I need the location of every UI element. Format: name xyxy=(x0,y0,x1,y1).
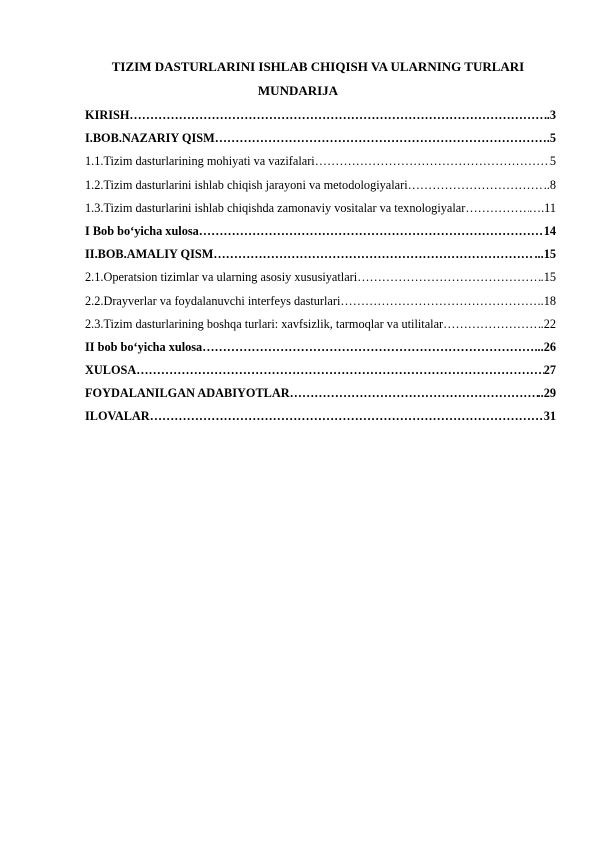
toc-entry-label: 2.3.Tizim dasturlarining boshqa turlari: xavfsizlik, tarmoqlar va utilitalar xyxy=(85,316,444,331)
toc-entry-label: I Bob bo‘yicha xulosa xyxy=(85,223,199,238)
toc-leader-dots xyxy=(129,104,546,127)
toc-entry[interactable] xyxy=(85,290,556,313)
toc-entry-label: 1.3.Tizim dasturlarini ishlab chiqishda zamonaviy vositalar va texnologiyalar xyxy=(85,200,466,215)
toc-leader-dots xyxy=(150,405,544,428)
toc-leader-dots xyxy=(443,313,540,336)
toc-entry-page: ..8 xyxy=(543,177,556,192)
toc-entry-label: XULOSA xyxy=(85,363,137,378)
toc-entry[interactable] xyxy=(85,266,556,289)
toc-entry-page: ...26 xyxy=(534,339,556,354)
toc-entry-page: 14 xyxy=(543,223,556,238)
toc-entry-page: ….11 xyxy=(528,200,556,215)
toc-entry-label: 1.2.Tizim dasturlarini ishlab chiqish jarayoni va metodologiyalari xyxy=(85,177,408,192)
toc-entry[interactable] xyxy=(85,220,556,243)
toc-leader-dots xyxy=(315,150,550,173)
toc-entry-page: 27 xyxy=(543,363,556,378)
toc-entry-label: KIRISH xyxy=(85,108,130,122)
toc-entry[interactable] xyxy=(85,197,556,220)
toc-entry[interactable] xyxy=(85,359,556,382)
toc-entry[interactable] xyxy=(85,243,556,266)
toc-entry-label: 2.1.Operatsion tizimlar va ularning asosiy xususiyatlari xyxy=(85,270,358,285)
toc-entry-page: ..18 xyxy=(537,293,556,308)
toc-entry-page: .3 xyxy=(546,108,556,122)
table-of-contents xyxy=(85,104,556,429)
toc-entry-page: ..29 xyxy=(537,386,556,401)
toc-entry-label: ILOVALAR xyxy=(85,409,150,424)
toc-entry[interactable] xyxy=(85,127,556,150)
toc-leader-dots xyxy=(199,220,544,243)
toc-entry-page: .22 xyxy=(540,316,556,331)
toc-leader-dots xyxy=(215,127,547,150)
toc-entry-page: ...15 xyxy=(534,247,556,262)
toc-entry[interactable] xyxy=(85,104,556,127)
toc-entry[interactable] xyxy=(85,313,556,336)
toc-leader-dots xyxy=(202,336,534,359)
toc-entry-page: .15 xyxy=(540,270,556,285)
toc-entry[interactable] xyxy=(85,405,556,428)
toc-entry-page: 31 xyxy=(543,409,556,424)
toc-entry-label: FOYDALANILGAN ADABIYOTLAR xyxy=(85,386,290,401)
toc-entry[interactable] xyxy=(85,150,556,173)
toc-leader-dots xyxy=(136,359,543,382)
toc-entry-page: 5 xyxy=(549,154,556,169)
toc-entry-label: I.BOB.NAZARIY QISM xyxy=(85,131,215,146)
toc-entry-page: .5 xyxy=(546,131,556,146)
document-title: TIZIM DASTURLARINI ISHLAB CHIQISH VA ULARNING TURLARI xyxy=(111,59,525,74)
toc-entry[interactable] xyxy=(85,174,556,197)
toc-leader-dots xyxy=(213,243,534,266)
toc-leader-dots xyxy=(290,382,538,405)
toc-heading: MUNDARIJA xyxy=(257,83,339,98)
toc-entry[interactable] xyxy=(85,382,556,405)
toc-leader-dots xyxy=(357,266,540,289)
toc-entry[interactable] xyxy=(85,336,556,359)
toc-leader-dots xyxy=(340,290,537,313)
toc-entry-label: 2.2.Drayverlar va foydalanuvchi interfeys dasturlari xyxy=(85,293,341,308)
toc-entry-label: II.BOB.AMALIY QISM xyxy=(85,247,214,262)
toc-entry-label: 1.1.Tizim dasturlarining mohiyati va vazifalari xyxy=(85,154,315,169)
toc-leader-dots xyxy=(465,197,528,220)
toc-leader-dots xyxy=(408,174,544,197)
toc-entry-label: II bob bo‘yicha xulosa xyxy=(85,339,203,354)
